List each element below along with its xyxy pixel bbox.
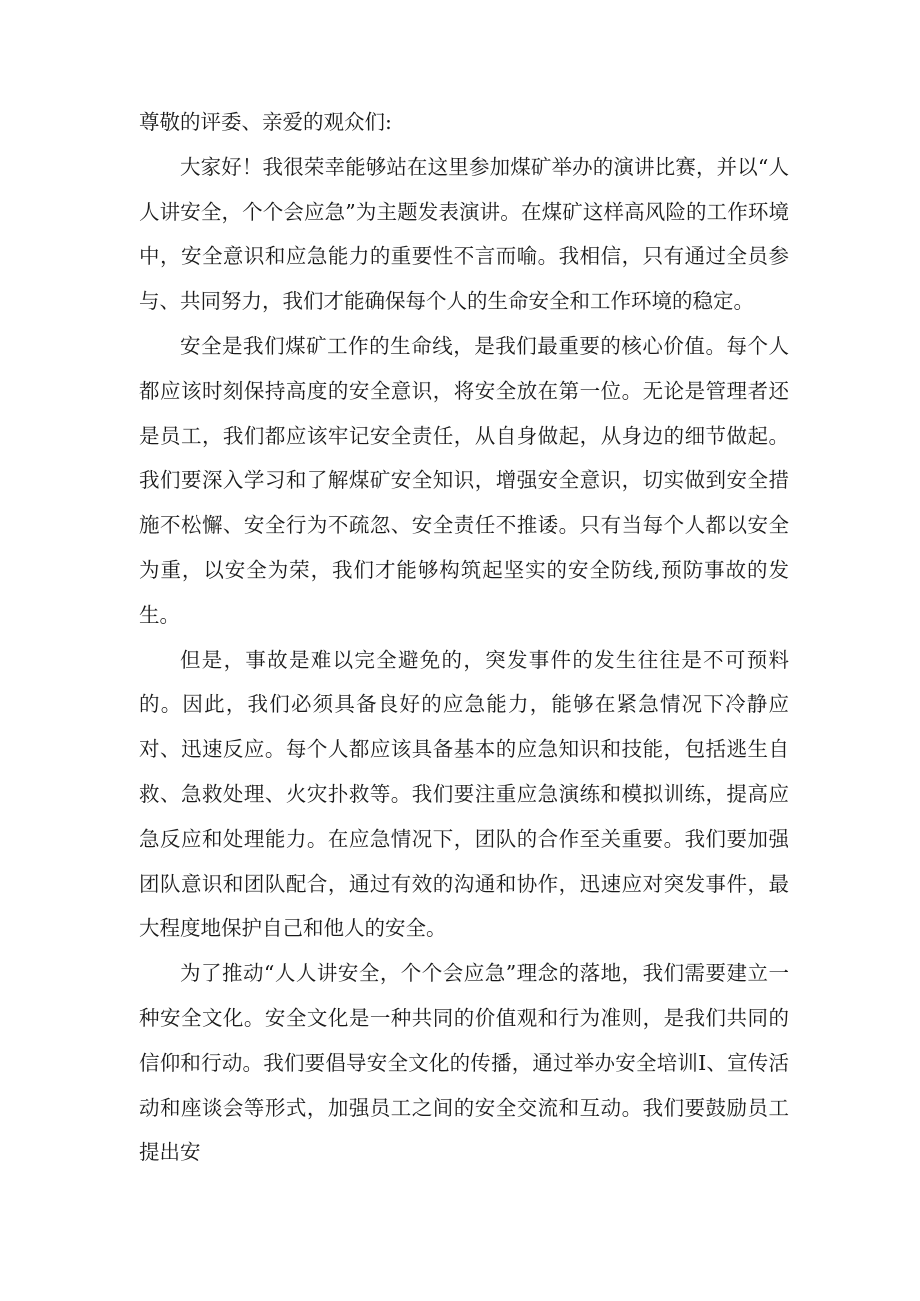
paragraph-safety-culture: 为了推动“人人讲安全，个个会应急”理念的落地，我们需要建立一种安全文化。安全文化是一种共同的价值观和行为准则，是我们共同的信仰和行动。我们要倡导安全文化的传播，通过举办安全培训Ⅰ、宣传活动和座谈会等形式，加强员工之间的安全交流和互动。我们要鼓励员工提出安 [139,961,789,1165]
speech-text [139,100,789,1175]
paragraph-safety-lifeline: 安全是我们煤矿工作的生命线，是我们最重要的核心价值。每个人都应该时刻保持高度的安全意识，将安全放在第一位。无论是管理者还是员工，我们都应该牢记安全责任，从自身做起，从身边的细节做起。我们要深入学习和了解煤矿安全知识，增强安全意识，切实做到安全措施不松懈、安全行为不疏忽、安全责任不推诿。只有当每个人都以安全为重，以安全为荣，我们才能够构筑起坚实的安全防线,预防事故的发生。 [139,333,789,627]
paragraph-greeting: 大家好！我很荣幸能够站在这里参加煤矿举办的演讲比赛，并以“人人讲安全，个个会应急”为主题发表演讲。在煤矿这样高风险的工作环境中，安全意识和应急能力的重要性不言而喻。我相信，只有通过全员参与、共同努力，我们才能确保每个人的生命安全和工作环境的稳定。 [139,154,789,314]
paragraph-emergency-ability: 但是，事故是难以完全避免的，突发事件的发生往往是不可预料的。因此，我们必须具备良好的应急能力，能够在紧急情况下冷静应对、迅速反应。每个人都应该具备基本的应急知识和技能，包括逃生自救、急救处理、火灾扑救等。我们要注重应急演练和模拟训练，提高应急反应和处理能力。在应急情况下，团队的合作至关重要。我们要加强团队意识和团队配合，通过有效的沟通和协作，迅速应对突发事件，最大程度地保护自己和他人的安全。 [139,647,789,941]
salutation-line: 尊敬的评委、亲爱的观众们: [139,110,392,134]
